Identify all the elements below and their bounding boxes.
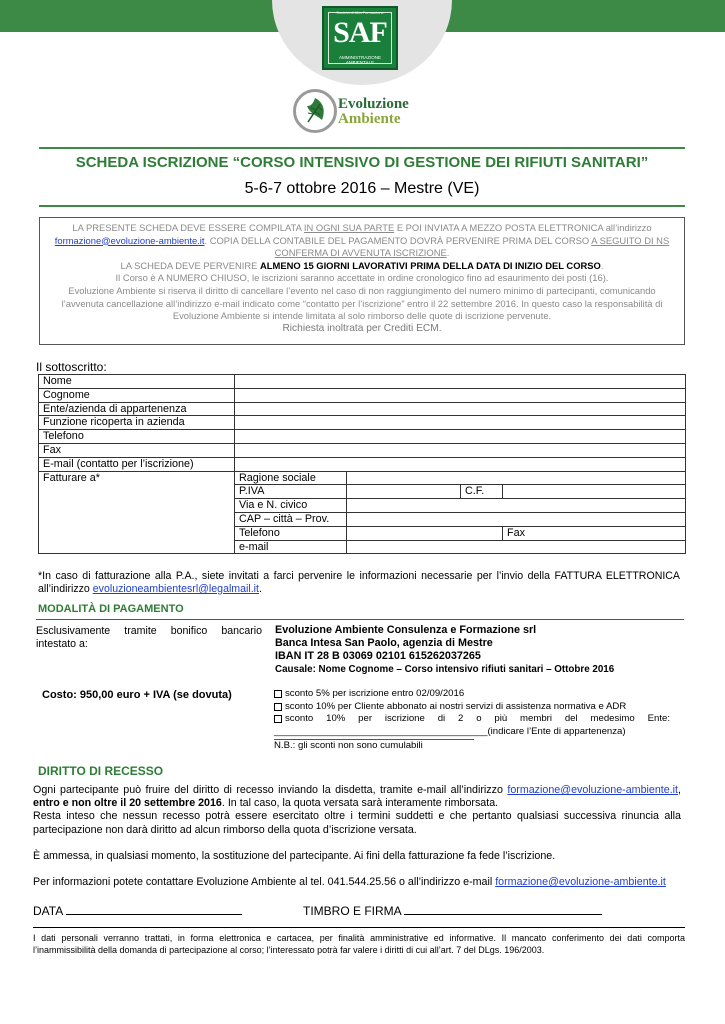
discount-ente-line: ________________________________________(indicare l’Ente di appartenenza) [274,725,626,737]
saf-logo-subtitle: AMMINISTRAZIONE AMBIENTALE [338,55,381,65]
nome-field[interactable] [235,375,686,389]
saf-logo [322,6,398,70]
pa-invoice-note: *In caso di fatturazione alla P.A., siete invitati a farci pervenire le informazioni necessarie per l’invio della FATTURA ELETTRONICA all’indirizzo evoluzioneambientesrl@legalmail.it. [38,570,680,595]
instructions-p2: LA SCHEDA DEVE PERVENIRE ALMENO 15 GIORNI LAVORATIVI PRIMA DELLA DATA DI INIZIO DEL CORSO. [120,259,604,271]
piva-field[interactable] [347,485,461,499]
form-intro: Il sottoscritto: [36,360,107,374]
instructions-p3: Il Corso è A NUMERO CHIUSO, le iscrizioni saranno accettate in ordine cronologico fino ad esaurimento dei posti (16). [115,272,609,284]
instructions-box [39,217,685,345]
contact-email-link[interactable]: formazione@evoluzione-ambiente.it [495,876,666,888]
pec-email-link[interactable]: evoluzioneambientesrl@legalmail.it [92,583,259,595]
discount-option-3[interactable]: sconto 10% per iscrizione di 2 o più membri del medesimo Ente: [274,713,670,726]
saf-logo-word: SAF [333,16,387,49]
form-row-telefono: Telefono [39,430,686,444]
page-subtitle: 5-6-7 ottobre 2016 – Mestre (VE) [244,180,480,197]
discount-option-2[interactable]: sconto 10% per Cliente abbonato ai nostri servizi di assistenza normativa e ADR [274,701,670,714]
ragione-sociale-field[interactable] [347,471,686,485]
discounts-list [274,688,670,753]
registration-email-link[interactable]: formazione@evoluzione-ambiente.it [54,234,205,246]
substitution-text: È ammessa, in qualsiasi momento, la sostituzione del partecipante. Ai fini della fatturazione fa fede l’iscrizione. [33,850,556,862]
leaf-icon [293,89,337,133]
fax-field[interactable] [235,443,686,457]
course-cost: Costo: 950,00 euro + IVA (se dovuta) [42,689,232,701]
ecm-credits-note: Richiesta inoltrata per Crediti ECM. [282,322,442,334]
contact-text: Per informazioni potete contattare Evoluzione Ambiente al tel. 041.544.25.56 o all’indirizzo e-mail formazione@evoluzione-ambiente.it [33,876,666,888]
cf-field[interactable] [503,485,686,499]
title-divider [39,205,685,207]
email-field[interactable] [235,457,686,471]
checkbox[interactable] [274,703,282,711]
payment-divider [36,619,684,620]
form-row-nome: Nome [39,375,686,389]
registration-form-table: Nome Cognome Ente/azienda di appartenenza Funzione ricoperta in azienda Telefono Fax E-mail (contatto per l’iscrizione) Fatturare a* Ragione sociale P.IVA C.F. Via e N. civico CAP – città – Prov. Telefono Fax e-mail [38,374,686,554]
form-row-fax: Fax [39,443,686,457]
evoluzione-ambiente-logo [293,89,423,135]
form-row-ente: Ente/azienda di appartenenza [39,402,686,416]
form-row-cognome: Cognome [39,388,686,402]
ente-field[interactable] [235,402,686,416]
funzione-field[interactable] [235,416,686,430]
discount-option-1[interactable]: sconto 5% per iscrizione entro 02/09/2016 [274,688,670,701]
stamp-signature-field[interactable]: TIMBRO E FIRMA [303,904,602,918]
billing-telefono-field[interactable] [347,526,503,540]
checkbox[interactable] [274,690,282,698]
logo-word-evoluzione: Evoluzione [338,96,409,112]
logo-word-ambiente: Ambiente [338,111,401,127]
payment-heading: MODALITÀ DI PAGAMENTO [38,603,184,615]
date-field[interactable]: DATA [33,904,242,918]
withdrawal-heading: DIRITTO DI RECESSO [38,764,164,778]
discount-nb: N.B.: gli sconti non sono cumulabili [274,739,474,753]
privacy-divider [33,927,685,928]
bank-details: Evoluzione Ambiente Consulenza e Formazione srl Banca Intesa San Paolo, agenzia di Mestre IBAN IT 28 B 03069 02101 615262037265 Causale: Nome Cognome – Corso intensivo rifiuti sanitari – Ottobre 2016 [275,624,615,675]
withdrawal-text: Ogni partecipante può fruire del diritto di recesso inviando la disdetta, tramite e-mail all’indirizzo formazione@evoluzione-ambiente.it, entro e non oltre il 20 settembre 2016. In tal caso, la quota versata sarà interamente rimborsata. Resta inteso che nessun recesso potrà essere esercitato oltre i termini suddetti e che pertanto qualsiasi successiva rinuncia alla partecipazione non darà diritto ad alcun rimborso della quota d’iscrizione versata. [33,784,681,836]
billing-fax-field[interactable]: Fax [503,526,686,540]
form-row-email: E-mail (contatto per l’iscrizione) [39,457,686,471]
instructions-p1: LA PRESENTE SCHEDA DEVE ESSERE COMPILATA IN OGNI SUA PARTE E POI INVIATA A MEZZO POSTA ELETTRONICA all’indirizzo formazione@evoluzione-ambiente.it. COPIA DELLA CONTABILE DEL PAGAMENTO DOVRÀ PERVENIRE PRIMA DEL CORSO A SEGUITO DI NS CONFERMA DI AVVENUTA ISCRIZIONE. [54,222,670,259]
page-title: SCHEDA ISCRIZIONE “CORSO INTENSIVO DI GESTIONE DEI RIFIUTI SANITARI” [75,154,649,171]
cap-field[interactable] [347,512,686,526]
privacy-notice: I dati personali verranno trattati, in forma elettronica e cartacea, per finalità amministrative ed informative. Il mancato conferimento dei dati comporta l’inammissibilità della domanda di partecipazione al corso; l’interessato potrà far valere i diritti di cui all’art. 7 del DLgs. 196/2003. [33,933,685,955]
via-field[interactable] [347,499,686,513]
telefono-field[interactable] [235,430,686,444]
checkbox[interactable] [274,715,282,723]
top-divider [39,147,685,149]
payment-method: Esclusivamente tramite bonifico bancario intestato a: [36,625,262,650]
cognome-field[interactable] [235,388,686,402]
form-row-funzione: Funzione ricoperta in azienda [39,416,686,430]
withdrawal-email-link[interactable]: formazione@evoluzione-ambiente.it [507,784,679,796]
instructions-p4: Evoluzione Ambiente si riserva il diritto di cancellare l’evento nel caso di non raggiungimento del numero minimo di partecipanti, comunicando l’avvenuta cancellazione all’indirizzo e-mail indicato come “contatto per l’iscrizione” entro il 22 settembre 2016. In questo caso la responsabilità di Evoluzione Ambiente si intende limitata al solo rimborso delle quote di iscrizione pervenute. [61,284,663,322]
billing-email-field[interactable] [347,540,686,554]
billing-label: Fatturare a* [39,471,235,554]
saf-logo-tagline: Società di Alta Formazione [336,10,384,15]
